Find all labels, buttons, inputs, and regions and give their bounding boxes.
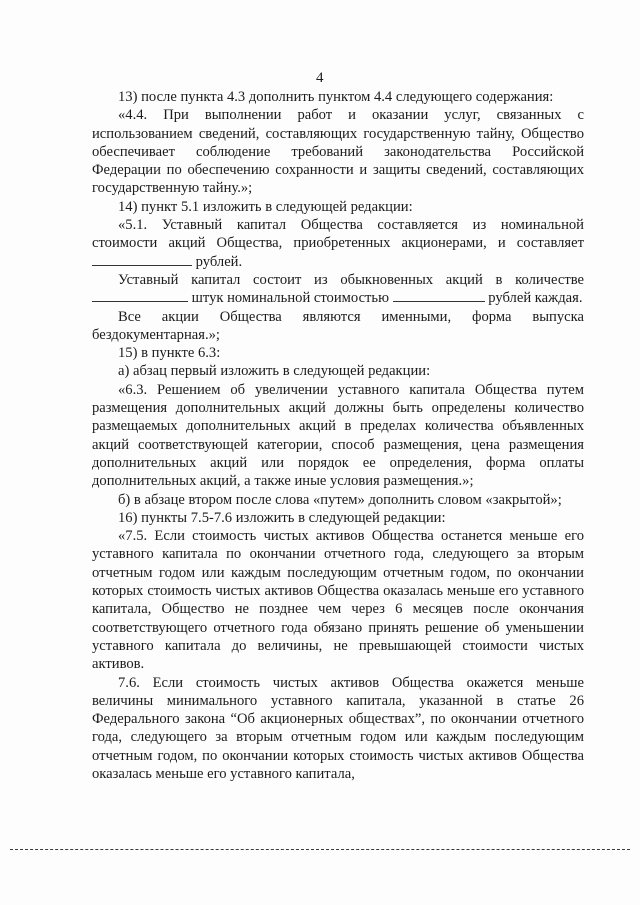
paragraph-subitem-b: б) в абзаце втором после слова «путем» дополнить словом «закрытой»; [118,491,562,508]
clause-5-1-suffix: рублей. [192,253,243,270]
blank-nominal-value [393,289,485,302]
blank-share-count [92,289,188,302]
paragraph-share-structure [92,271,584,308]
clause-5-1-text: «5.1. Уставный капитал Общества составляется из номинальной стоимости акций Общества, приобретенных акционерами, и составляет [92,217,584,252]
page-bottom-divider [10,849,630,850]
paragraph-item-14: 14) пункт 5.1 изложить в следующей редакции: [118,198,413,215]
share-structure-middle: штук номинальной стоимостью [188,290,393,307]
paragraph-item-16: 16) пункты 7.5-7.6 изложить в следующей редакции: [118,509,446,526]
paragraph-item-13: 13) после пункта 4.3 дополнить пунктом 4.4 следующего содержания: [118,89,554,105]
paragraph-clause-6-3: «6.3. Решением об увеличении уставного капитала Общества путем размещения дополнительных акций должны быть определены количество размещаемых дополнительных акций в пределах количества объявленных акций соответствующей категории, способ размещения, цена размещения дополнительных акций или порядок ее определения, форма оплаты дополнительных акций, а также иные условия размещения.»; [92,381,584,490]
paragraph-item-15: 15) в пункте 6.3: [118,345,221,362]
paragraph-clause-4-4: «4.4. При выполнении работ и оказании услуг, связанных с использованием сведений, составляющих государственную тайну, Общество обеспечивает соблюдение требований законодательства Российской Федерации по обеспечению сохранности и защиты сведений, составляющих государственную тайну.»; [92,107,584,197]
page-number: 4 [316,70,324,86]
share-structure-text: Уставный капитал состоит из обыкновенных акций в количестве [118,271,584,288]
page-body [92,88,584,783]
paragraph-clause-7-6: 7.6. Если стоимость чистых активов Общества окажется меньше величины минимального уставного капитала, указанной в статье 26 Федерального закона “Об акционерных обществах”, по окончании отчетного года, следующего за вторым отчетным годом или каждым последующим отчетным годом, по окончании которых стоимость чистых активов Общества оказалась меньше его уставного капитала, [92,674,584,782]
paragraph-clause-5-1 [92,216,584,271]
paragraph-registered-shares: Все акции Общества являются именными, форма выпуска бездокументарная.»; [92,308,584,343]
blank-capital-amount [92,253,192,266]
share-structure-suffix: рублей каждая. [484,290,583,307]
paragraph-subitem-a: а) абзац первый изложить в следующей редакции: [118,363,431,380]
paragraph-clause-7-5: «7.5. Если стоимость чистых активов Общества останется меньше его уставного капитала по окончании отчетного года, следующего за вторым отчетным годом или каждым последующим отчетным годом, по окончании которых стоимость чистых активов Общества оказалась меньше его уставного капитала, Общество не позднее чем через 6 месяцев после окончания соответствующего отчетного года обязано принять решение об уменьшении уставного капитала до величины, не превышающей стоимости чистых активов. [92,528,584,673]
